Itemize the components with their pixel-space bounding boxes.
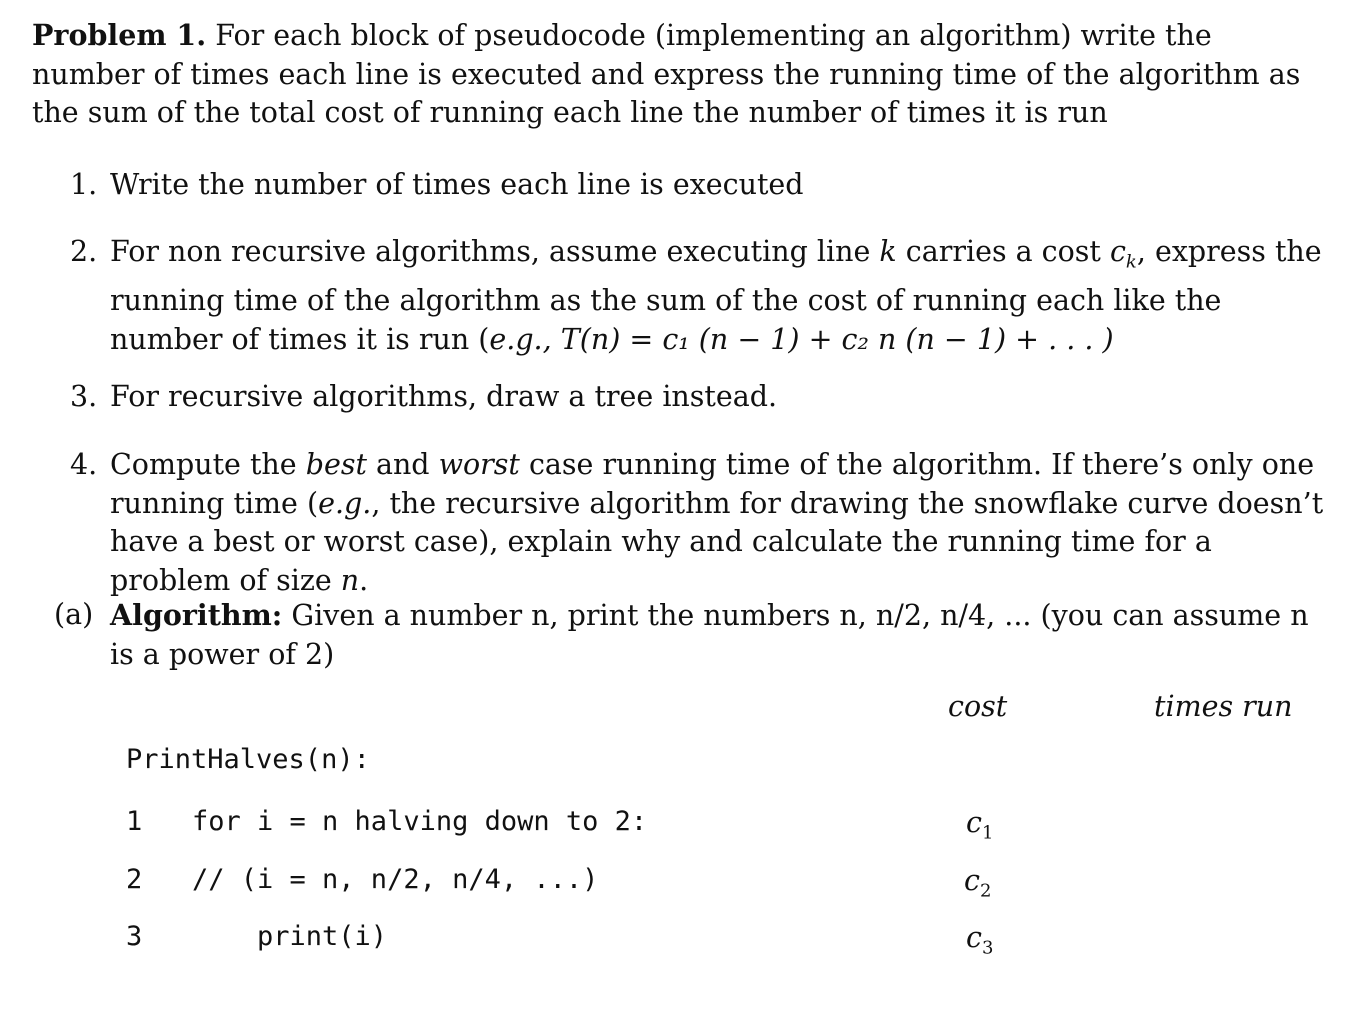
instruction-3	[70, 378, 1330, 417]
cost-line-1: $c_1$	[966, 806, 994, 844]
cost-line-2: $c_2$	[964, 864, 992, 902]
line-number-1: 1	[126, 806, 143, 837]
instruction-text: For recursive algorithms, draw a tree instead.	[110, 380, 778, 413]
cost-line-3: $c_3$	[966, 921, 994, 959]
part-a-label: Algorithm:	[110, 598, 283, 632]
cost-column-header: cost	[948, 690, 1008, 723]
line-number-2: 2	[126, 864, 143, 895]
times-run-column-header: times run	[1154, 690, 1293, 723]
code-line-3: print(i)	[192, 921, 388, 952]
problem-label: Problem 1.	[32, 18, 207, 52]
instruction-text: For non recursive algorithms, assume executing line k carries a cost $c_k$, express the running time of the algorithm as the sum of the cost of running each like the number of times it is run (e.g., T(n) = c₁ (n − 1) + c₂ n (n − 1) + . . . )	[110, 235, 1322, 356]
code-line-1: for i = n halving down to 2:	[192, 806, 648, 837]
instruction-text: Compute the best and worst case running time of the algorithm. If there’s only one running time (e.g., the recursive algorithm for drawing the snowflake curve doesn’t have a best or worst case), explain why and calculate the running time for a problem of size n.	[110, 448, 1324, 597]
instruction-text: Write the number of times each line is executed	[110, 168, 804, 201]
instruction-4	[70, 446, 1330, 600]
part-a	[54, 596, 1334, 674]
instruction-2	[70, 233, 1330, 359]
part-a-text: Given a number n, print the numbers n, n/2, n/4, ... (you can assume n is a power of 2)	[110, 599, 1309, 671]
function-signature: PrintHalves(n):	[126, 744, 370, 775]
line-number-3: 3	[126, 921, 143, 952]
code-line-2: // (i = n, n/2, n/4, ...)	[192, 864, 599, 895]
part-a-number: (a)	[54, 598, 94, 631]
problem-statement	[32, 16, 1322, 133]
instruction-number: 3.	[70, 380, 98, 413]
instruction-number: 2.	[70, 235, 98, 268]
instruction-number: 1.	[70, 168, 98, 201]
instruction-number: 4.	[70, 448, 98, 481]
problem-text: For each block of pseudocode (implementing an algorithm) write the number of times each line is executed and express the running time of the algorithm as the sum of the total cost of running each line the number of times it is run	[32, 19, 1301, 129]
instruction-1	[70, 166, 1330, 205]
